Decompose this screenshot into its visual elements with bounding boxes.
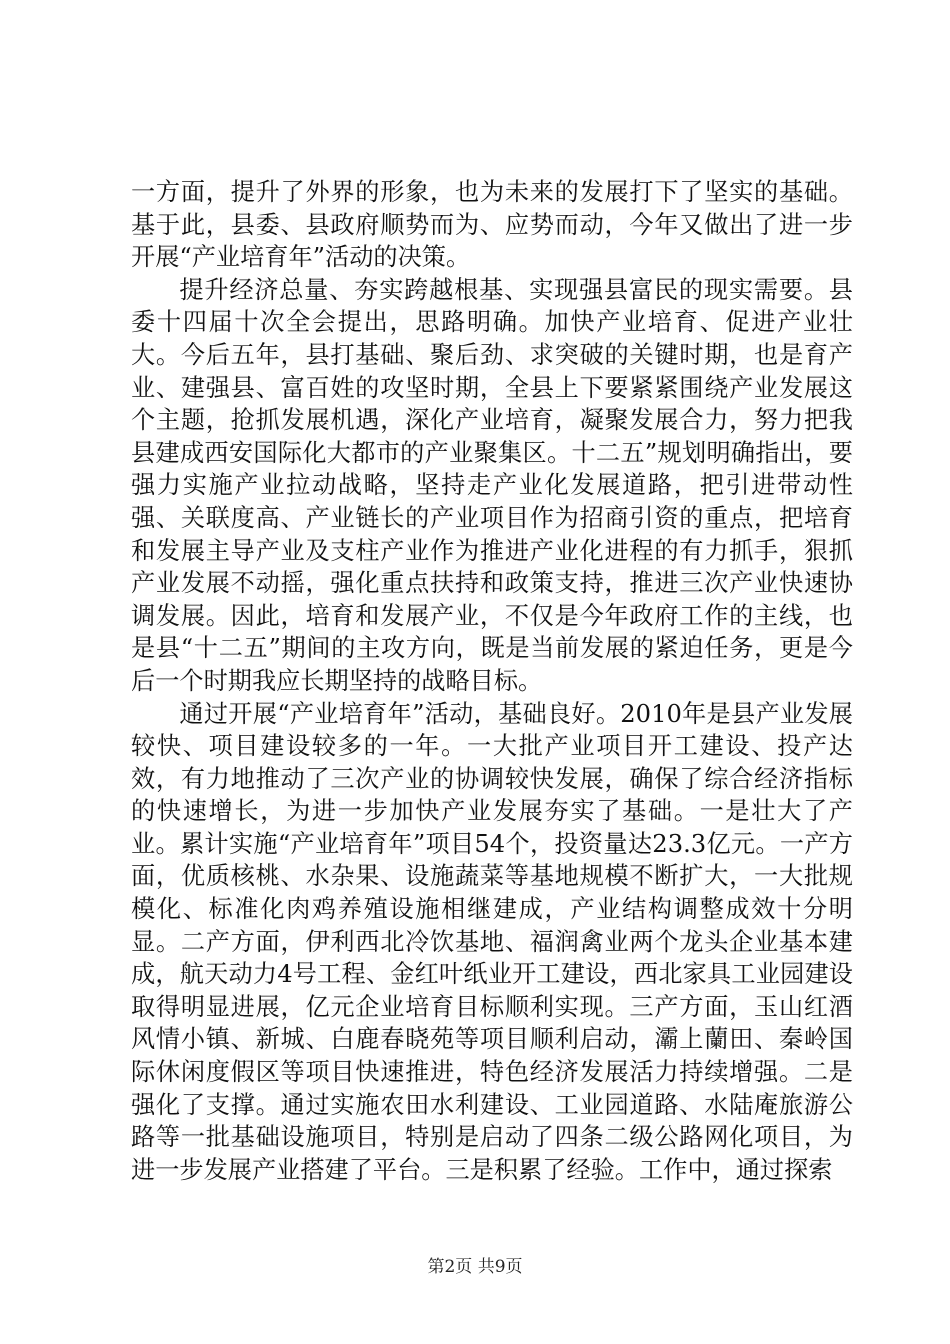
document-body: [131, 176, 853, 1186]
paragraph-2: 提升经济总量、夯实跨越根基、实现强县富民的现实需要。县委十四届十次全会提出，思路明确。加快产业培育、促进产业壮大。今后五年，县打基础、聚后劲、求突破的关键时期，也是育产业、建强县、富百姓的攻坚时期，全县上下要紧紧围绕产业发展这个主题，抢抓发展机遇，深化产业培育，凝聚发展合力，努力把我县建成西安国际化大都市的产业聚集区。十二五”规划明确指出，要强力实施产业拉动战略，坚持走产业化发展道路，把引进带动性强、关联度高、产业链长的产业项目作为招商引资的重点，把培育和发展主导产业及支柱产业作为推进产业化进程的有力抓手，狠抓产业发展不动摇，强化重点扶持和政策支持，推进三次产业快速协调发展。因此，培育和发展产业，不仅是今年政府工作的主线，也是县“十二五”期间的主攻方向，既是当前发展的紧迫任务，更是今后一个时期我应长期坚持的战略目标。: [131, 275, 853, 695]
page-number-footer: 第2页 共9页: [427, 1257, 523, 1277]
paragraph-1: 一方面，提升了外界的形象，也为未来的发展打下了坚实的基础。基于此，县委、县政府顺势而为、应势而动，今年又做出了进一步开展“产业培育年”活动的决策。: [131, 178, 853, 272]
paragraph-3: 通过开展“产业培育年”活动，基础良好。2010年是县产业发展较快、项目建设较多的一年。一大批产业项目开工建设、投产达效，有力地推动了三次产业的协调较快发展，确保了综合经济指标的快速增长，为进一步加快产业发展夯实了基础。一是壮大了产业。累计实施“产业培育年”项目54个，投资量达23.3亿元。一产方面，优质核桃、水杂果、设施蔬菜等基地规模不断扩大，一大批规模化、标准化肉鸡养殖设施相继建成，产业结构调整成效十分明显。二产方面，伊利西北冷饮基地、福润禽业两个龙头企业基本建成，航天动力4号工程、金红叶纸业开工建设，西北家具工业园建设取得明显进展，亿元企业培育目标顺利实现。三产方面，玉山红酒风情小镇、新城、白鹿春晓苑等项目顺利启动，灞上蘭田、秦岭国际休闲度假区等项目快速推进，特色经济发展活力持续增强。二是强化了支撑。通过实施农田水利建设、工业园道路、水陆庵旅游公路等一批基础设施项目，特别是启动了四条二级公路网化项目，为进一步发展产业搭建了平台。三是积累了经验。工作中，通过探索: [131, 699, 853, 1184]
